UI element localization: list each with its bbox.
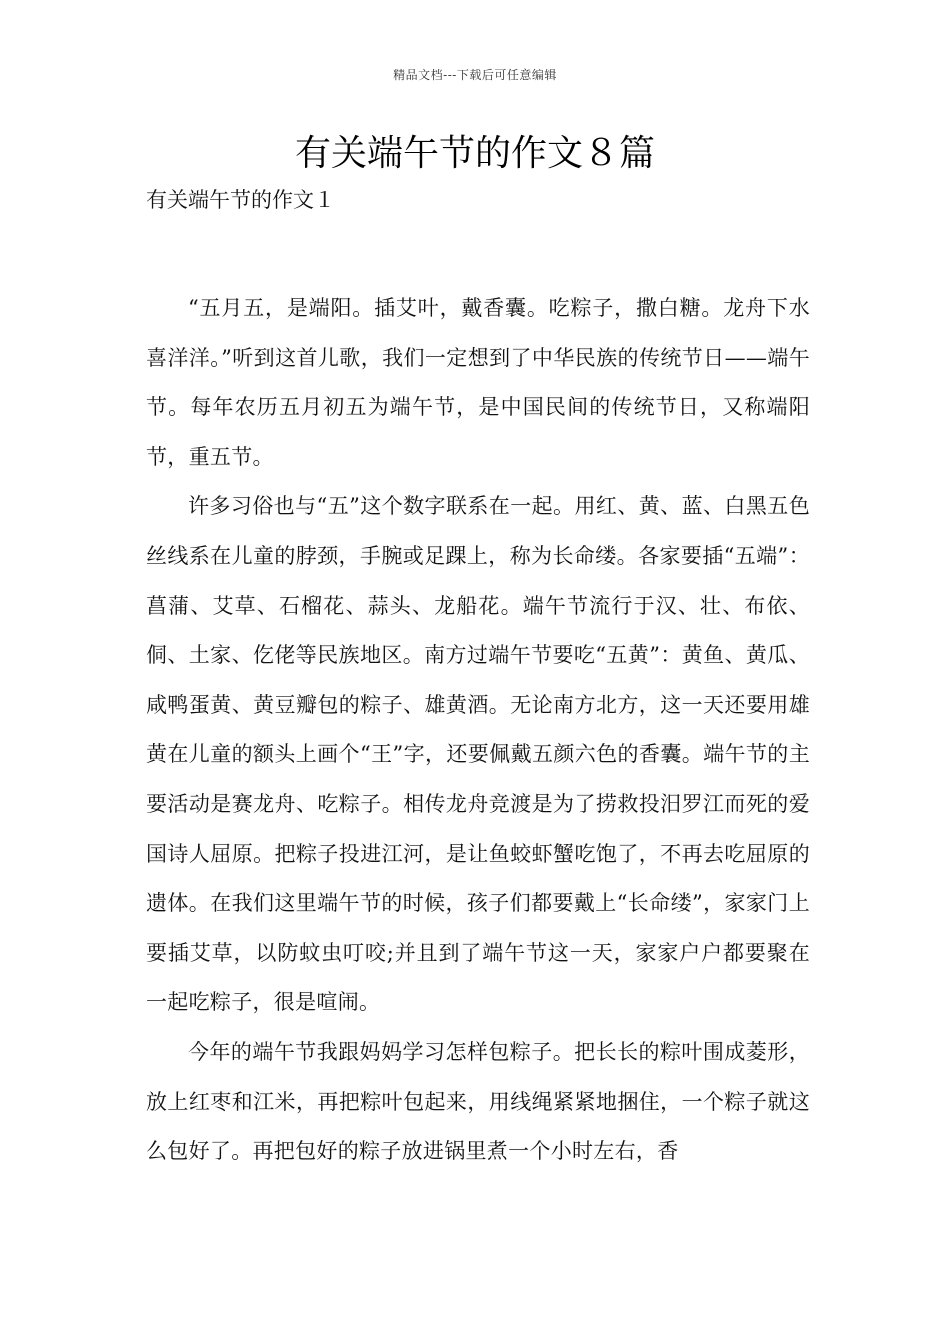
paragraph: 许多习俗也与“五”这个数字联系在一起。用红、黄、蓝、白黑五色丝线系在儿童的脖颈，手腕或足踝上，称为长命缕。各家要插“五端”：菖蒲、艾草、石榴花、蒜头、龙船花。端午节流行于汉、壮、布依、侗、土家、仡佬等民族地区。南方过端午节要吃“五黄”：黄鱼、黄瓜、咸鸭蛋黄、黄豆瓣包的粽子、雄黄酒。无论南方北方，这一天还要用雄黄在儿童的额头上画个“王”字，还要佩戴五颜六色的香囊。端午节的主要活动是赛龙舟、吃粽子。相传龙舟竞渡是为了捞救投汨罗江而死的爱国诗人屈原。把粽子投进江河，是让鱼蛟虾蟹吃饱了，不再去吃屈原的遗体。在我们这里端午节的时候，孩子们都要戴上“长命缕”，家家门上要插艾草，以防蚊虫叮咬;并且到了端午节这一天，家家户户都要聚在一起吃粽子，很是喧闹。 [146,494,810,1015]
document-body [146,284,810,1177]
paragraph: “五月五，是端阳。插艾叶，戴香囊。吃粽子，撒白糖。龙舟下水喜洋洋。”听到这首儿歌，我们一定想到了中华民族的传统节日——端午节。每年农历五月初五为端午节，是中国民间的传统节日，又称端阳节，重五节。 [146,296,810,469]
paragraph: 今年的端午节我跟妈妈学习怎样包粽子。把长长的粽叶围成菱形，放上红枣和江米，再把粽叶包起来，用线绳紧紧地捆住，一个粽子就这么包好了。再把包好的粽子放进锅里煮一个小时左右，香 [146,1039,810,1164]
essay-subtitle: 有关端午节的作文１ [146,188,335,212]
document-title: 有关端午节的作文８篇 [294,133,655,174]
page-header-note: 精品文档---下载后可任意编辑 [393,68,557,82]
